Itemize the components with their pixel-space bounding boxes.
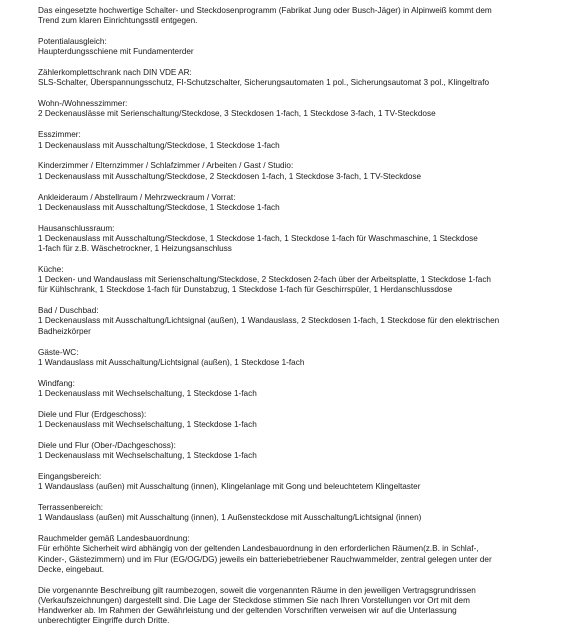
- paragraph: [38, 441, 578, 461]
- paragraph-text-line: 1 Deckenauslass mit Ausschaltung/Steckdose, 1 Steckdose 1-fach: [38, 140, 280, 150]
- paragraph-heading-line: Windfang:: [38, 378, 75, 388]
- paragraph: [38, 193, 578, 213]
- paragraph-text-line: Kinder-, Gästezimmern) und im Flur (EG/OG/DG) jeweils ein batteriebetriebener Rauchwammelder, zentral gelegen unter der: [38, 554, 492, 564]
- paragraph-text-line: 1 Deckenauslass mit Ausschaltung/Steckdose, 1 Steckdose 1-fach: [38, 202, 280, 212]
- paragraph-heading-line: Gäste-WC:: [38, 347, 79, 357]
- paragraph: [38, 379, 578, 399]
- paragraph-text-line: 1 Deckenauslass mit Wechselschaltung, 1 Steckdose 1-fach: [38, 419, 257, 429]
- paragraph-text-line: 1 Wandauslass (außen) mit Ausschaltung (innen), 1 Außensteckdose mit Ausschaltung/Lichtsignal (innen): [38, 513, 422, 523]
- paragraph-text-line: SLS-Schalter, Überspannungsschutz, FI-Schutzschalter, Sicherungsautomaten 1 pol., Sicherungsautomat 3 pol., Klingeltrafo: [38, 78, 490, 88]
- paragraph-text-line: 1 Deckenauslass mit Ausschaltung/Steckdose, 1 Steckdose 1-fach, 1 Steckdose 1-fach für Waschmaschine, 1 Steckdose: [38, 233, 478, 243]
- paragraph: [38, 503, 578, 523]
- paragraph: [38, 472, 578, 492]
- paragraph: [38, 99, 578, 119]
- paragraph-text-line: für Kühlschrank, 1 Steckdose 1-fach für Dunstabzug, 1 Steckdose 1-fach für Geschirrspüler, 1 Herdanschlussdose: [38, 285, 453, 295]
- paragraph-heading-line: Ankleideraum / Abstellraum / Mehrzweckraum / Vorrat:: [38, 192, 236, 202]
- paragraph: [38, 130, 578, 150]
- paragraph: [38, 224, 578, 255]
- paragraph-text-line: Handwerker ab. Im Rahmen der Gewährleistung und der geltenden Vorschriften verweisen wir auf die Unterlassung: [38, 606, 457, 616]
- paragraph-text-line: Trend zum klaren Einrichtungsstil entgegen.: [38, 16, 198, 26]
- paragraph-text-line: Badheizkörper: [38, 326, 91, 336]
- paragraph-heading-line: Diele und Flur (Ober-/Dachgeschoss):: [38, 440, 176, 450]
- paragraph: [38, 306, 578, 337]
- paragraph-heading-line: Potentialausgleich:: [38, 37, 107, 47]
- paragraph-heading-line: Terrassenbereich:: [38, 503, 104, 513]
- paragraph-text-line: unberechtigter Eingriffe durch Dritte.: [38, 616, 170, 626]
- paragraph-text-line: Decke, eingebaut.: [38, 564, 104, 574]
- paragraph-heading-line: Rauchmelder gemäß Landesbauordnung:: [38, 534, 190, 544]
- paragraph-heading-line: Diele und Flur (Erdgeschoss):: [38, 409, 147, 419]
- paragraph: [38, 410, 578, 430]
- paragraph-heading-line: Hausanschlussraum:: [38, 223, 115, 233]
- paragraph: [38, 68, 578, 88]
- paragraph-text-line: 1 Wandauslass mit Ausschaltung/Lichtsignal (außen), 1 Steckdose 1-fach: [38, 357, 305, 367]
- paragraph: [38, 534, 578, 575]
- paragraph-heading-line: Zählerkomplettschrank nach DIN VDE AR:: [38, 68, 192, 78]
- paragraph-text-line: 1 Deckenauslass mit Wechselschaltung, 1 Steckdose 1-fach: [38, 451, 257, 461]
- paragraph-heading-line: Kinderzimmer / Elternzimmer / Schlafzimmer / Arbeiten / Gast / Studio:: [38, 161, 294, 171]
- document-page: [38, 6, 578, 637]
- paragraph-text-line: 1 Wandauslass (außen) mit Ausschaltung (innen), Klingelanlage mit Gong und beleuchtetem Klingeltaster: [38, 482, 421, 492]
- paragraph-text-line: 1 Decken- und Wandauslass mit Serienschaltung/Steckdose, 2 Steckdosen 2-fach über der Arbeitsplatte, 1 Steckdose 1-fach: [38, 275, 491, 285]
- paragraph-text-line: Für erhöhte Sicherheit wird abhängig von der geltenden Landesbauordnung in den erforderlichen Räumen(z.B. in Schlaf-,: [38, 544, 479, 554]
- paragraph: [38, 161, 578, 181]
- paragraph: [38, 265, 578, 296]
- paragraph-text-line: 1 Deckenauslass mit Ausschaltung/Steckdose, 2 Steckdosen 1-fach, 1 Steckdose 3-fach, 1 TV-Steckdose: [38, 171, 422, 181]
- paragraph: [38, 348, 578, 368]
- paragraph-text-line: Haupterdungsschiene mit Fundamenterder: [38, 47, 194, 57]
- paragraph-heading-line: Esszimmer:: [38, 130, 81, 140]
- paragraph-heading-line: Eingangsbereich:: [38, 471, 102, 481]
- paragraph-heading-line: Bad / Duschbad:: [38, 306, 99, 316]
- paragraph: [38, 6, 578, 26]
- paragraph-text-line: (Verkaufszeichnungen) dargestellt sind. Die Lage der Steckdose stimmen Sie nach Ihren Vorstellungen vor Ort mit dem: [38, 595, 470, 605]
- paragraph-text-line: 1 Deckenauslass mit Ausschaltung/Lichtsignal (außen), 1 Wandauslass, 2 Steckdosen 1-fach, 1 Steckdose für den elektrischen: [38, 316, 500, 326]
- paragraph-text-line: 1 Deckenauslass mit Wechselschaltung, 1 Steckdose 1-fach: [38, 388, 257, 398]
- paragraph-heading-line: Die vorgenannte Beschreibung gilt raumbezogen, soweit die vorgenannten Räume in den jeweiligen Vertragsgrundrissen: [38, 585, 476, 595]
- paragraph-heading-line: Wohn-/Wohnesszimmer:: [38, 99, 128, 109]
- paragraph: [38, 586, 578, 627]
- paragraph-text-line: 2 Deckenauslässe mit Serienschaltung/Steckdose, 3 Steckdosen 1-fach, 1 Steckdose 3-fach, 1 TV-Steckdose: [38, 109, 436, 119]
- paragraph-heading-line: Das eingesetzte hochwertige Schalter- und Steckdosenprogramm (Fabrikat Jung oder Busch-Jäger) in Alpinweiß kommt dem: [38, 6, 492, 15]
- paragraph-heading-line: Küche:: [38, 264, 64, 274]
- paragraph: [38, 37, 578, 57]
- paragraph-text-line: 1-fach für z.B. Wäschetrockner, 1 Heizungsanschluss: [38, 244, 232, 254]
